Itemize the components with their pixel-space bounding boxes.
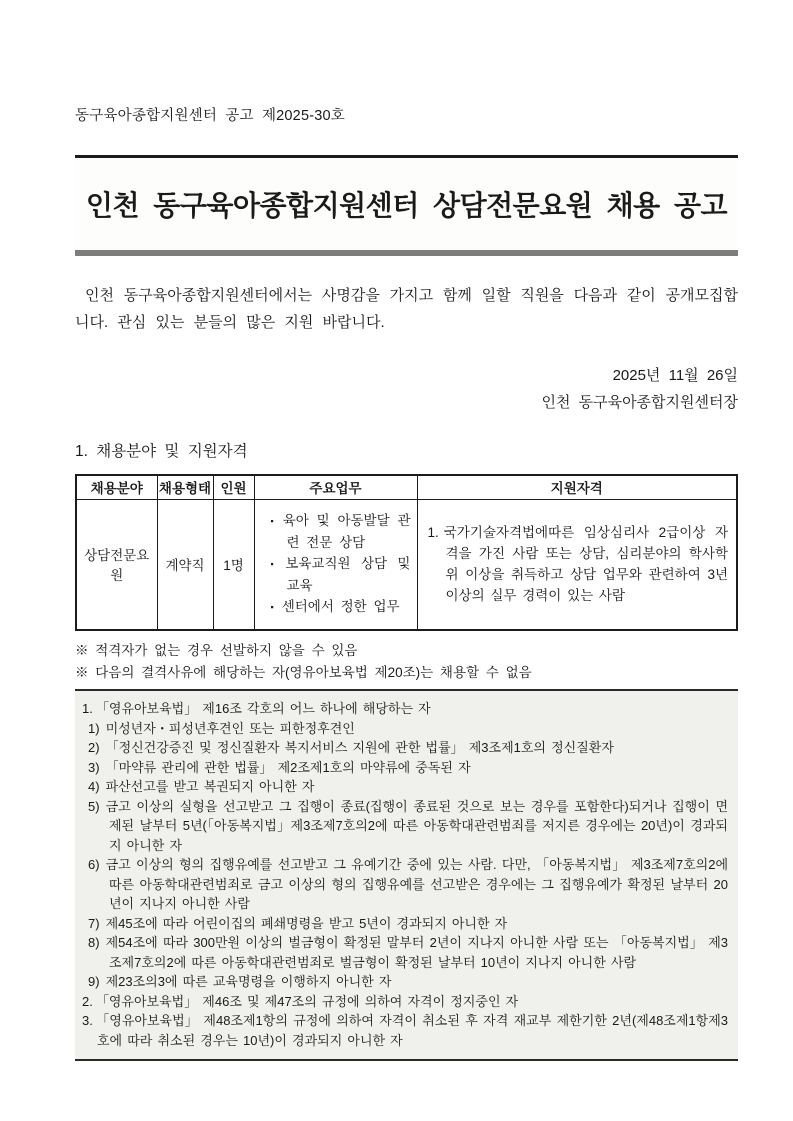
col-header-field: 채용분야 xyxy=(76,475,157,499)
item-marker: 3) xyxy=(88,759,100,775)
disqualification-item xyxy=(88,914,728,934)
item-text: 「마약류 관리에 관한 법률」 제2조제1호의 마약류에 중독된 자 xyxy=(105,759,471,775)
note-line: ※ 다음의 결격사유에 해당하는 자(영유아보육법 제20조)는 채용할 수 없음 xyxy=(75,665,532,680)
item-text: 금고 이상의 실형을 선고받고 그 집행이 종료(집행이 종료된 것으로 보는 경우를 포함한다)되거나 집행이 면제된 날부터 5년(「아동복지법」제3조제7호의2에 따른 아동학대관련범죄를 저지른 경우에는 20년)이 경과되지 아니한 자 xyxy=(105,798,728,853)
disqualification-item xyxy=(88,797,728,856)
col-header-duties: 주요업무 xyxy=(254,475,417,499)
col-header-qualification: 지원자격 xyxy=(417,475,737,499)
duty-text: 보육교직원 상담 및 교육 xyxy=(285,556,411,594)
cell-duties xyxy=(254,499,417,630)
item-marker: 6) xyxy=(88,857,100,872)
item-text: 「영유아보육법」 제48조제1항의 규정에 의하여 자격이 취소된 후 자격 재교부 제한기한 2년(제48조제1항제3호에 따라 취소된 경우는 10년)이 경과되지 아니한 자 xyxy=(95,1013,728,1048)
item-text: 「영유아보육법」 제46조 및 제47조의 규정에 의하여 자격이 정지중인 자 xyxy=(95,993,519,1009)
item-marker: 2) xyxy=(88,740,100,755)
signature-line: 인천 동구육아종합지원센터장 xyxy=(541,394,738,411)
item-text: 미성년자・피성년후견인 또는 피한정후견인 xyxy=(105,720,355,736)
disqualification-item xyxy=(88,933,728,972)
duty-item xyxy=(263,596,411,618)
item-marker: 5) xyxy=(88,798,100,814)
square-bullet-icon: ▪ xyxy=(270,516,275,527)
col-header-headcount: 인원 xyxy=(213,475,254,499)
item-text: 「정신건강증진 및 정신질환자 복지서비스 지원에 관한 법률」 제3조제1호의 정신질환자 xyxy=(105,740,614,755)
cell-qualification xyxy=(417,499,737,630)
note-line: ※ 적격자가 없는 경우 선발하지 않을 수 있음 xyxy=(75,643,358,658)
item-marker: 1) xyxy=(88,720,100,736)
cell-field: 상담전문요원 xyxy=(76,499,157,630)
disqualification-item xyxy=(82,1011,728,1050)
recruitment-table xyxy=(75,474,738,631)
item-text: 「영유아보육법」 제16조 각호의 어느 하나에 해당하는 자 xyxy=(95,701,431,716)
disqualification-item xyxy=(82,992,728,1012)
announcement-date: 2025년 11월 26일 xyxy=(612,367,738,384)
qualification-text: 국가기술자격법에따른 임상심리사 2급이상 자격을 가진 사람 또는 상담, 심리분야의 학사학위 이상을 취득하고 상담 업무와 관련하여 3년 이상의 실무 경력이 있는 사람 xyxy=(443,525,728,604)
duty-item xyxy=(263,553,411,596)
disqualification-item xyxy=(82,699,728,719)
cell-employment-type: 계약직 xyxy=(157,499,213,630)
square-bullet-icon: ▪ xyxy=(270,559,278,570)
item-text: 제54조에 따라 300만원 이상의 벌금형이 확정된 말부터 2년이 지나지 아니한 사람 또는 「아동복지법」 제3조제7호의2에 따른 아동학대관련범죄로 벌금형이 확정된 날부터 10년이 지나지 아니한 사람 xyxy=(105,935,728,970)
disqualification-item xyxy=(88,719,728,739)
duty-item xyxy=(263,510,411,553)
item-text: 제23조의3에 따른 교육명령을 이행하지 아니한 자 xyxy=(105,974,392,989)
disqualification-item xyxy=(88,738,728,758)
qualification-item xyxy=(428,522,729,606)
disqualification-item xyxy=(88,758,728,778)
disqualification-box xyxy=(75,689,738,1061)
duty-text: 육아 및 아동발달 관련 전문 상담 xyxy=(282,513,411,551)
square-bullet-icon: ▪ xyxy=(270,602,274,613)
item-text: 금고 이상의 형의 집행유예를 선고받고 그 유예기간 중에 있는 사람. 다만, 「아동복지법」 제3조제7호의2에 따른 아동학대관련범죄로 금고 이상의 형의 집행유예를 선고받은 경우에는 그 집행유예가 확정된 날부터 20년이 지나지 아니한 사람 xyxy=(105,857,728,911)
item-text: 파산선고를 받고 복권되지 아니한 자 xyxy=(105,779,315,794)
notes-block xyxy=(75,640,738,684)
intro-paragraph: 인천 동구육아종합지원센터에서는 사명감을 가지고 함께 일할 직원을 다음과 같이 공개모집합니다. 관심 있는 분들의 많은 지원 바랍니다. xyxy=(75,287,738,331)
cell-headcount: 1명 xyxy=(213,499,254,630)
disqualification-item xyxy=(88,972,728,992)
item-marker: 1. xyxy=(82,701,93,716)
duty-text: 센터에서 정한 업무 xyxy=(281,599,400,615)
title-banner xyxy=(75,155,738,256)
item-marker: 4) xyxy=(88,779,100,794)
disqualification-item xyxy=(88,777,728,797)
item-marker: 2. xyxy=(82,993,93,1009)
item-marker: 3. xyxy=(82,1013,93,1028)
item-marker: 8) xyxy=(88,935,100,950)
item-text: 제45조에 따라 어린이집의 폐쇄명령을 받고 5년이 경과되지 아니한 자 xyxy=(105,915,508,931)
table-header-row xyxy=(76,475,737,499)
item-marker: 9) xyxy=(88,974,100,989)
date-block xyxy=(75,362,738,416)
item-marker: 7) xyxy=(88,915,100,931)
qualification-marker: 1. xyxy=(427,525,439,541)
page-title: 인천 동구육아종합지원센터 상담전문요원 채용 공고 xyxy=(85,190,728,221)
disqualification-item xyxy=(88,855,728,914)
col-header-employment-type: 채용형태 xyxy=(157,475,213,499)
doc-number: 동구육아종합지원센터 공고 제2025-30호 xyxy=(75,108,345,124)
table-row xyxy=(76,499,737,630)
section-heading: 1. 채용분야 및 지원자격 xyxy=(75,443,248,460)
